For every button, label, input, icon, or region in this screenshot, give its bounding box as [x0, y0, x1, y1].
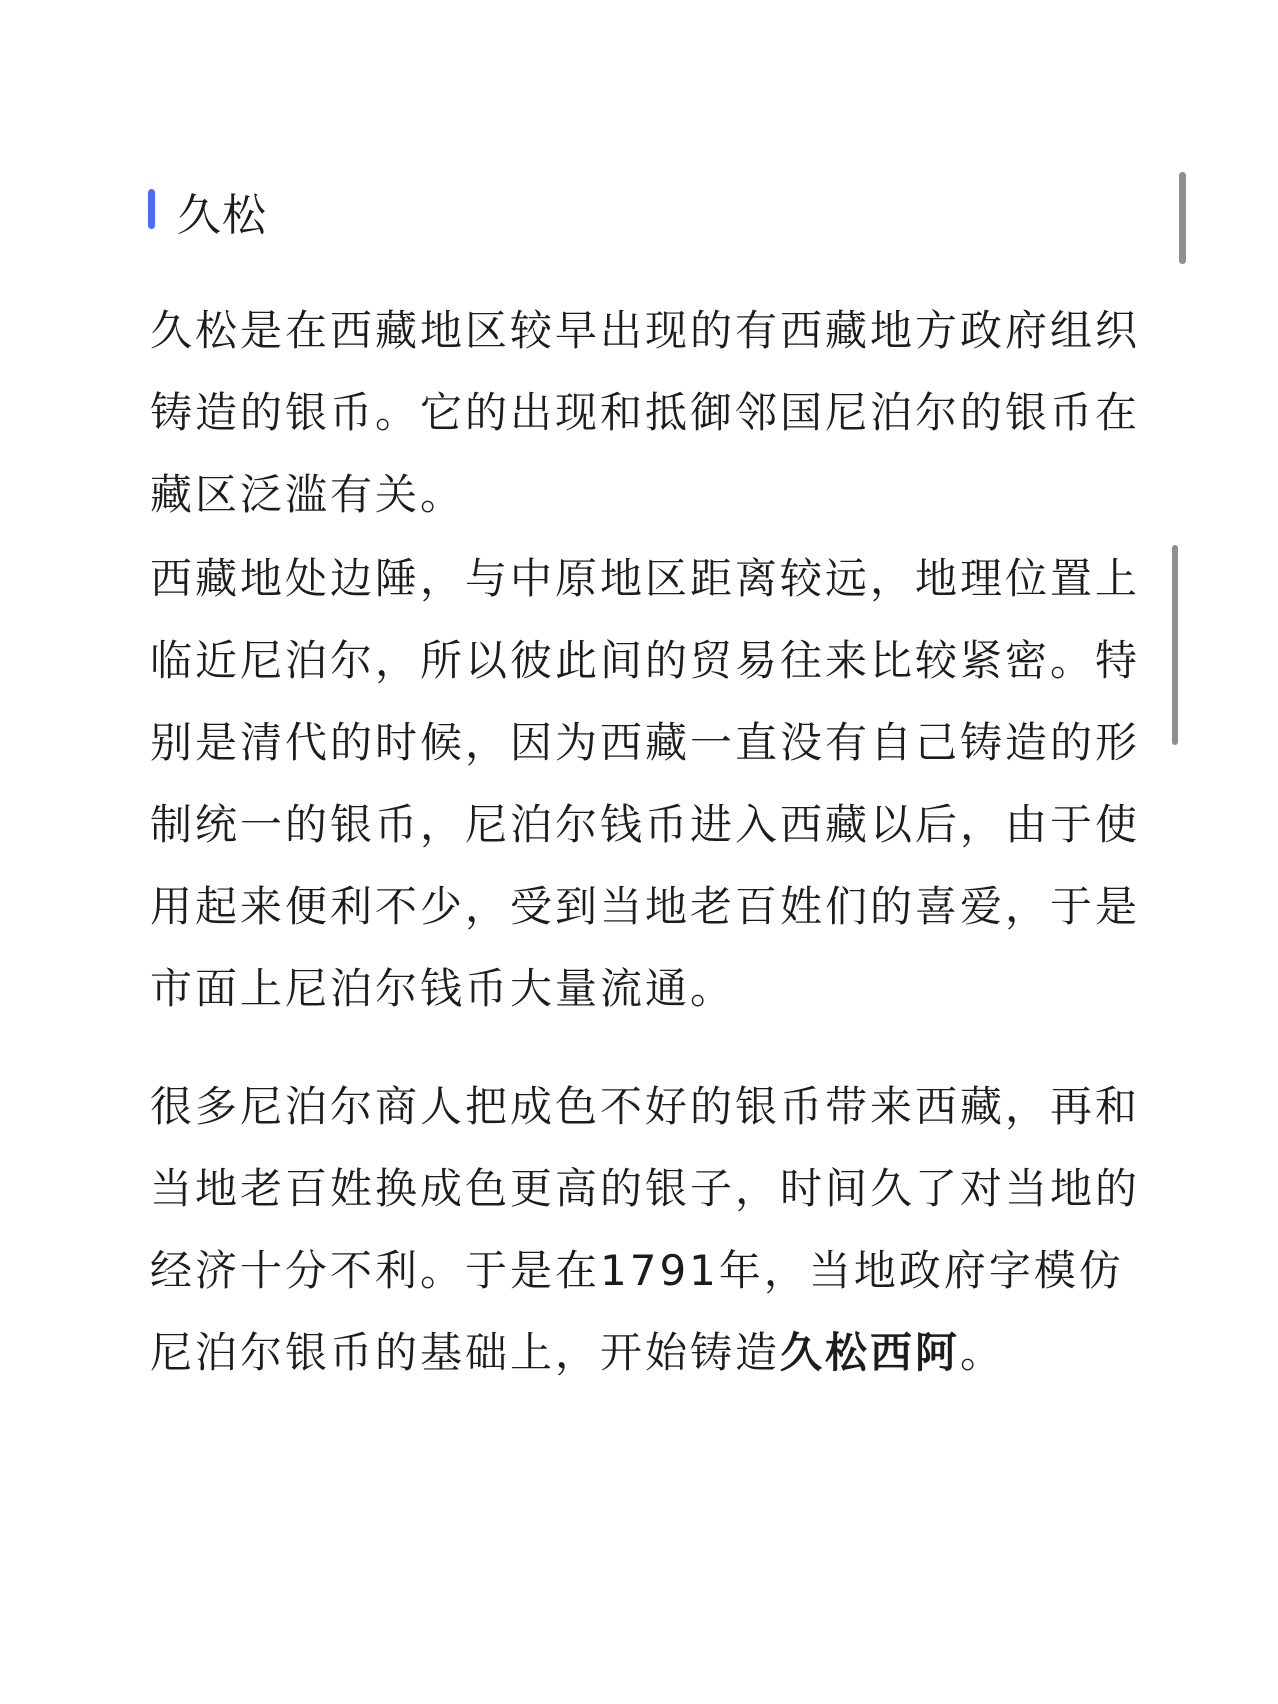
- paragraph-2: 西藏地处边陲，与中原地区距离较远，地理位置上临近尼泊尔，所以彼此间的贸易往来比较紧密。特别是清代的时候，因为西藏一直没有自己铸造的形制统一的银币，尼泊尔钱币进入西藏以后，由于使用起来便利不少，受到当地老百姓们的喜爱，于是市面上尼泊尔钱币大量流通。: [150, 554, 1141, 1013]
- scrollbar-thumb-top[interactable]: [1179, 172, 1186, 264]
- paragraph-3-tail: 。: [960, 1328, 1006, 1377]
- section-heading: [148, 184, 267, 248]
- heading-accent-bar: [148, 189, 155, 229]
- scrollbar-thumb-content[interactable]: [1172, 545, 1178, 745]
- paragraph-3-emphasis: 久松西阿: [780, 1328, 961, 1377]
- article-body: [150, 290, 1150, 1394]
- paragraph-3-lead: 很多尼泊尔商人把成色不好的银币带来西藏，再和当地老百姓换成色更高的银子，时间久了对当地的经济十分不利。于是在1791年，当地政府字模仿尼泊尔银币的基础上，开始铸造: [150, 1082, 1141, 1377]
- paragraph-1: 久松是在西藏地区较早出现的有西藏地方政府组织铸造的银币。它的出现和抵御邻国尼泊尔的银币在藏区泛滥有关。: [150, 306, 1141, 519]
- paragraph-3: [150, 1066, 1150, 1394]
- section-title: 久松: [177, 190, 267, 241]
